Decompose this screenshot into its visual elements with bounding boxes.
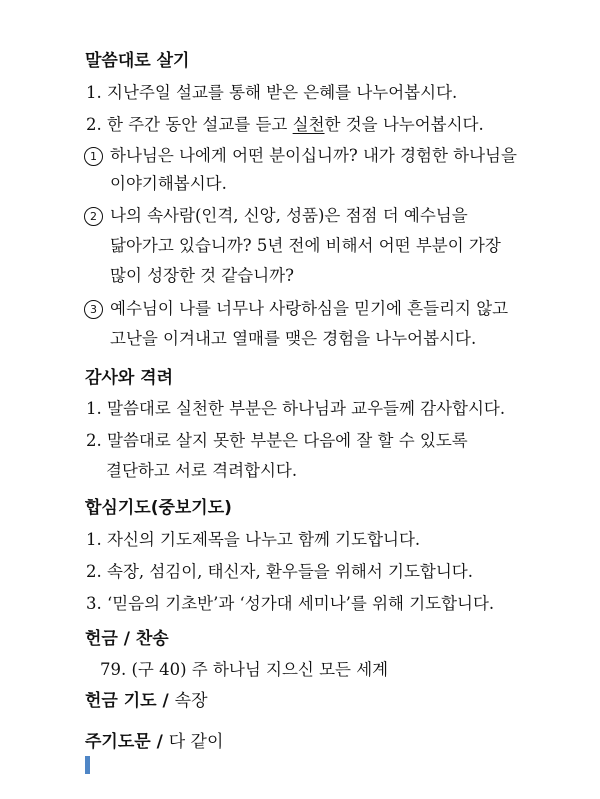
list-number: 1. xyxy=(86,399,102,418)
list-item xyxy=(86,529,420,551)
list-item xyxy=(86,82,457,104)
list-number: 2. xyxy=(86,115,102,134)
list-text: 지난주일 설교를 통해 받은 은혜를 나누어봅시다. xyxy=(107,83,458,102)
list-text-pre: 한 주간 동안 설교를 듣고 xyxy=(107,115,293,134)
lords-prayer-title: 주기도문 / xyxy=(85,732,169,752)
list-number: 2. xyxy=(86,431,102,450)
hymn-line: 79. (구 40) 주 하나님 지으신 모든 세계 xyxy=(100,660,389,679)
question-line: 이야기해봅시다. xyxy=(110,174,227,193)
question-line: 하나님은 나에게 어떤 분이십니까? 내가 경험한 하나님을 xyxy=(110,146,517,165)
underlined-text: 실천 xyxy=(292,115,325,134)
text-cursor xyxy=(85,756,90,774)
question-line: 고난을 이겨내고 열매를 맺은 경험을 나누어봅시다. xyxy=(110,329,477,348)
list-number: 3. xyxy=(86,594,102,613)
list-item xyxy=(86,561,473,583)
list-text: 속장, 섬김이, 태신자, 환우들을 위해서 기도합니다. xyxy=(107,562,473,581)
section-title-thanks-encouragement: 감사와 격려 xyxy=(85,368,174,388)
circled-number-3: 3 xyxy=(84,300,103,319)
section-title-prayer: 합심기도(중보기도) xyxy=(85,498,232,518)
offering-prayer-leader: 속장 xyxy=(174,691,208,711)
list-text: ‘믿음의 기초반’과 ‘성가대 세미나’를 위해 기도합니다. xyxy=(107,594,495,613)
list-text-post: 한 것을 나누어봅시다. xyxy=(324,115,484,134)
section-lords-prayer xyxy=(85,731,223,753)
circled-number-1: 1 xyxy=(84,147,103,166)
circled-number-2: 2 xyxy=(84,207,103,226)
question-line: 많이 성장한 것 같습니까? xyxy=(110,266,294,285)
list-text: 말씀대로 실천한 부분은 하나님과 교우들께 감사합시다. xyxy=(107,399,506,418)
question-line: 닮아가고 있습니까? 5년 전에 비해서 어떤 부분이 가장 xyxy=(110,236,501,255)
list-number: 2. xyxy=(86,562,102,581)
list-item xyxy=(86,593,494,615)
section-offering-prayer xyxy=(85,690,208,712)
section-title-offering-hymn: 헌금 / 찬송 xyxy=(85,629,169,649)
list-number: 1. xyxy=(86,83,102,102)
offering-prayer-title: 헌금 기도 / xyxy=(85,691,175,711)
list-item xyxy=(86,114,484,136)
list-text: 말씀대로 살지 못한 부분은 다음에 잘 할 수 있도록 xyxy=(107,431,468,450)
list-item xyxy=(86,430,468,452)
question-line: 예수님이 나를 너무나 사랑하심을 믿기에 흔들리지 않고 xyxy=(110,299,509,318)
list-number: 1. xyxy=(86,530,102,549)
list-continuation: 결단하고 서로 격려합시다. xyxy=(106,461,298,480)
section-title-living-by-word: 말씀대로 살기 xyxy=(85,51,190,71)
list-text: 자신의 기도제목을 나누고 함께 기도합니다. xyxy=(107,530,421,549)
lords-prayer-value: 다 같이 xyxy=(168,732,224,752)
list-item xyxy=(86,398,505,420)
question-line: 나의 속사람(인격, 신앙, 성품)은 점점 더 예수님을 xyxy=(110,206,468,225)
